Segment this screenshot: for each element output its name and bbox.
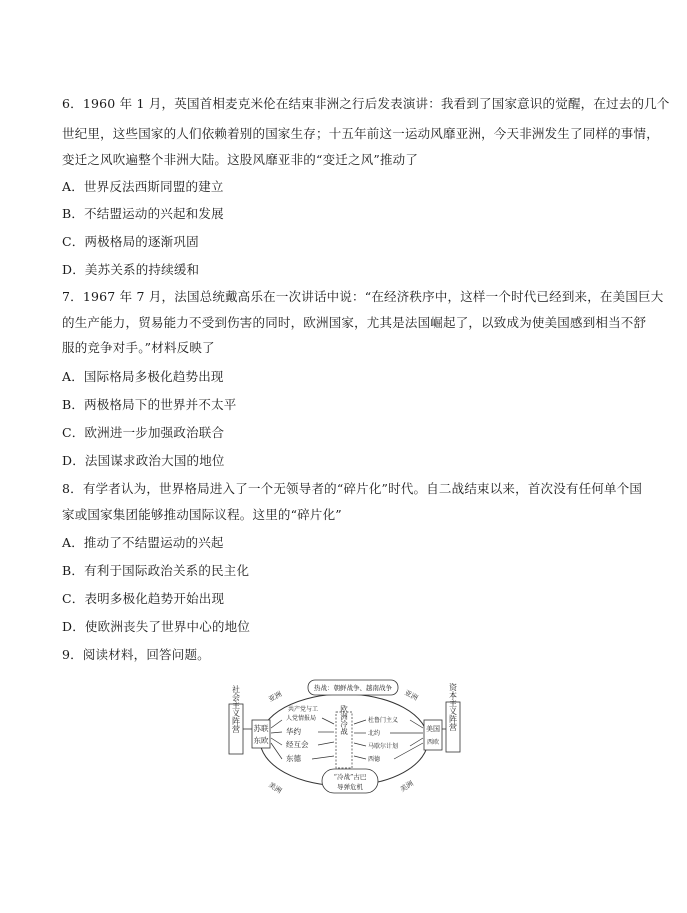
q6-option-a[interactable]: A．世界反法西斯同盟的建立 (62, 179, 224, 194)
q6-option-c[interactable]: C．两极格局的逐渐巩固 (62, 234, 199, 249)
q7-stem-line-2: 的生产能力，贸易能力不受到伤害的同时，欧洲国家，尤其是法国崛起了，以致成为使美国感到相当不舒 (62, 315, 647, 330)
left-node-2: 东欧 (253, 736, 269, 745)
cold-war-diagram (224, 676, 464, 804)
top-box-label: 热战：朝鲜战争、越南战争 (314, 684, 392, 692)
left-camp-label: 社会主义阵营 (231, 685, 241, 733)
left-item-4: 经互会 (286, 740, 309, 749)
arc-label-top-left: 亚洲 (267, 690, 284, 704)
right-item-1: 杜鲁门主义 (368, 717, 399, 724)
right-item-2: 北约 (368, 730, 381, 737)
center-label: 欧洲冷战 (339, 705, 349, 735)
q7-option-c[interactable]: C．欧洲进一步加强政治联合 (62, 425, 225, 440)
q7-option-d[interactable]: D．法国谋求政治大国的地位 (62, 453, 225, 468)
q7-stem-line-1: 7．1967 年 7 月，法国总统戴高乐在一次讲话中说：“在经济秩序中，这样一个时代已经到来，在美国巨大 (62, 289, 664, 304)
right-node-2: 西欧 (426, 739, 440, 746)
arc-label-bottom-right: 美洲 (398, 779, 415, 794)
q8-option-c[interactable]: C．表明多极化趋势开始出现 (62, 591, 225, 606)
right-arrows (354, 720, 423, 759)
q7-option-b[interactable]: B．两极格局下的世界并不太平 (62, 397, 237, 412)
left-node-1: 苏联 (253, 724, 269, 733)
q8-option-d[interactable]: D．使欧洲丧失了世界中心的地位 (62, 619, 251, 634)
q6-stem-line-3: 变迁之风吹遍整个非洲大陆。这股风靡亚非的“变迁之风”推动了 (62, 152, 419, 167)
right-node-1: 美国 (426, 725, 440, 733)
bottom-box-line-2: 导弹危机 (337, 783, 363, 791)
q9-stem-line-1: 9．阅读材料，回答问题。 (62, 647, 210, 662)
left-item-2: 人党情报局 (286, 715, 317, 722)
q8-stem-line-1: 8．有学者认为，世界格局进入了一个无领导者的“碎片化”时代。自二战结束以来，首次没有任何单个国 (62, 481, 643, 496)
left-arrows (271, 718, 334, 759)
q7-option-a[interactable]: A．国际格局多极化趋势出现 (62, 369, 224, 384)
bottom-box-line-1: “冷战”古巴 (333, 773, 367, 781)
q6-option-d[interactable]: D．美苏关系的持续缓和 (62, 262, 200, 277)
arc-label-bottom-left: 美洲 (266, 780, 284, 796)
right-item-4: 西德 (368, 756, 381, 763)
q8-option-b[interactable]: B．有利于国际政治关系的民主化 (62, 563, 250, 578)
q8-option-a[interactable]: A．推动了不结盟运动的兴起 (62, 535, 224, 550)
q6-stem-line-2: 世纪里，这些国家的人们依赖着别的国家生存；十五年前这一运动风靡亚洲，今天非洲发生了同样的事情， (62, 126, 659, 141)
q6-stem-line-1: 6．1960 年 1 月，英国首相麦克米伦在结束非洲之行后发表演讲：我看到了国家意识的觉醒，在过去的几个 (62, 96, 670, 111)
q7-stem-line-3: 服的竞争对手。”材料反映了 (62, 340, 215, 355)
right-item-3: 马歇尔计划 (368, 743, 399, 750)
left-item-1: 共产党与工 (288, 706, 319, 713)
q8-stem-line-2: 家或国家集团能够推动国际议程。这里的“碎片化” (62, 507, 342, 522)
left-item-5: 东德 (286, 754, 301, 763)
left-item-3: 华约 (286, 727, 301, 736)
q6-option-b[interactable]: B．不结盟运动的兴起和发展 (62, 206, 224, 221)
right-camp-label: 资本主义阵营 (448, 683, 458, 731)
arc-label-top-right: 亚洲 (403, 688, 420, 703)
